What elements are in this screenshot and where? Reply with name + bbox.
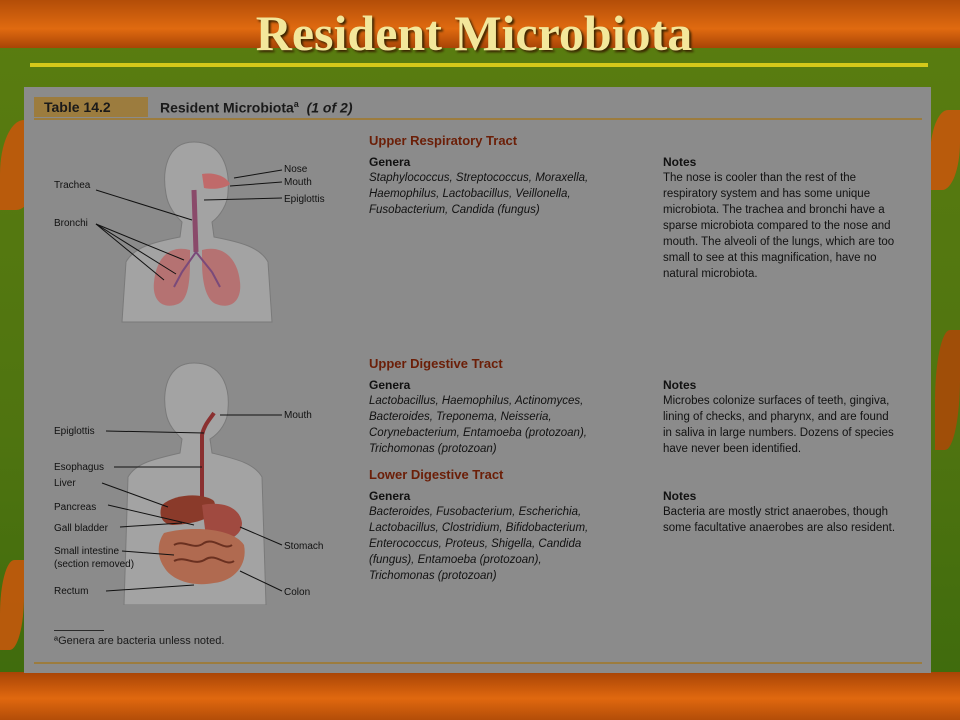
notes-line: Microbes colonize surfaces of teeth, gingiva, (663, 395, 890, 407)
notes-text (663, 393, 913, 457)
notes-label: Notes (663, 489, 697, 503)
notes-line: natural microbiota. (663, 268, 758, 280)
title-rule (30, 63, 928, 67)
genera-line: Bacteroides, Treponema, Neisseria, (369, 411, 552, 423)
label-esophagus: Esophagus (54, 462, 105, 473)
genera-label: Genera (369, 155, 411, 169)
table-bottom-rule (34, 662, 922, 664)
notes-text (663, 504, 913, 536)
notes-label: Notes (663, 378, 697, 392)
notes-label: Notes (663, 155, 697, 169)
notes-line: microbiota. The trachea and bronchi have a (663, 204, 885, 216)
bottom-bar (0, 672, 960, 720)
section-heading: Lower Digestive Tract (369, 467, 504, 482)
genera-text (369, 393, 639, 457)
genera-line: Staphylococcus, Streptococcus, Moraxella, (369, 172, 589, 184)
notes-line: have never been identified. (663, 443, 802, 455)
genera-text (369, 170, 639, 218)
genera-label: Genera (369, 489, 411, 503)
notes-line: sparse microbiota compared to the nose and (663, 220, 891, 232)
section-heading: Upper Respiratory Tract (369, 133, 518, 148)
label-mouth: Mouth (284, 177, 312, 188)
table-header-rule (34, 118, 922, 120)
table-panel (24, 87, 931, 673)
digestive-figure (44, 355, 364, 605)
label-trachea: Trachea (54, 180, 91, 191)
table-title-text: Resident Microbiota (160, 99, 294, 116)
notes-line: some facultative anaerobes are also resident. (663, 522, 896, 534)
label-small-intestine: Small intestine (54, 546, 120, 557)
genera-line: Trichomonas (protozoan) (369, 443, 497, 455)
genera-text (369, 504, 639, 584)
notes-line: in saliva in large numbers. Dozens of species (663, 427, 894, 439)
slide-title: Resident Microbiota (255, 5, 693, 61)
label-colon: Colon (284, 587, 311, 598)
notes-line: The nose is cooler than the rest of the (663, 172, 857, 184)
notes-line: respiratory system and has some unique (663, 188, 871, 200)
table-title-superscript: a (293, 99, 299, 109)
genera-line: Fusobacterium, Candida (fungus) (369, 204, 540, 216)
genera-line: Bacteroides, Fusobacterium, Escherichia, (369, 506, 582, 518)
table-title (160, 99, 352, 116)
label-rectum: Rectum (54, 586, 89, 597)
table-footnote: ªGenera are bacteria unless noted. (54, 635, 225, 647)
table-part: (1 of 2) (306, 99, 353, 116)
label-bronchi: Bronchi (54, 218, 88, 229)
label-section-removed: (section removed) (54, 559, 135, 570)
genera-line: Enterococcus, Proteus, Shigella, Candida (369, 538, 582, 550)
genera-line: Lactobacillus, Haemophilus, Actinomyces, (369, 395, 584, 407)
section-heading: Upper Digestive Tract (369, 356, 503, 371)
label-epiglottis: Epiglottis (284, 194, 325, 205)
genera-line: Haemophilus, Lactobacillus, Veillonella, (369, 188, 571, 200)
trachea-tube (194, 190, 196, 252)
label-liver: Liver (54, 478, 76, 489)
label-epiglottis: Epiglottis (54, 426, 95, 437)
footnote-rule (54, 630, 104, 631)
label-nose: Nose (284, 164, 308, 175)
label-gall-bladder: Gall bladder (54, 523, 108, 534)
notes-line: Bacteria are mostly strict anaerobes, though (663, 506, 889, 518)
genera-line: (fungus), Entamoeba (protozoan), (369, 554, 542, 566)
label-mouth: Mouth (284, 410, 312, 421)
genera-line: Corynebacterium, Entamoeba (protozoan), (369, 427, 587, 439)
notes-line: lining of checks, and pharynx, and are found (663, 411, 889, 423)
notes-text (663, 170, 913, 282)
label-pancreas: Pancreas (54, 502, 97, 513)
genera-label: Genera (369, 378, 411, 392)
genera-line: Trichomonas (protozoan) (369, 570, 497, 582)
genera-line: Lactobacillus, Clostridium, Bifidobacterium, (369, 522, 589, 534)
notes-line: mouth. The alveoli of the lungs, which are too (663, 236, 895, 248)
label-stomach: Stomach (284, 541, 324, 552)
notes-line: small to see at this magnification, have no (663, 252, 877, 264)
table-number: Table 14.2 (44, 99, 111, 115)
respiratory-figure (44, 132, 364, 332)
